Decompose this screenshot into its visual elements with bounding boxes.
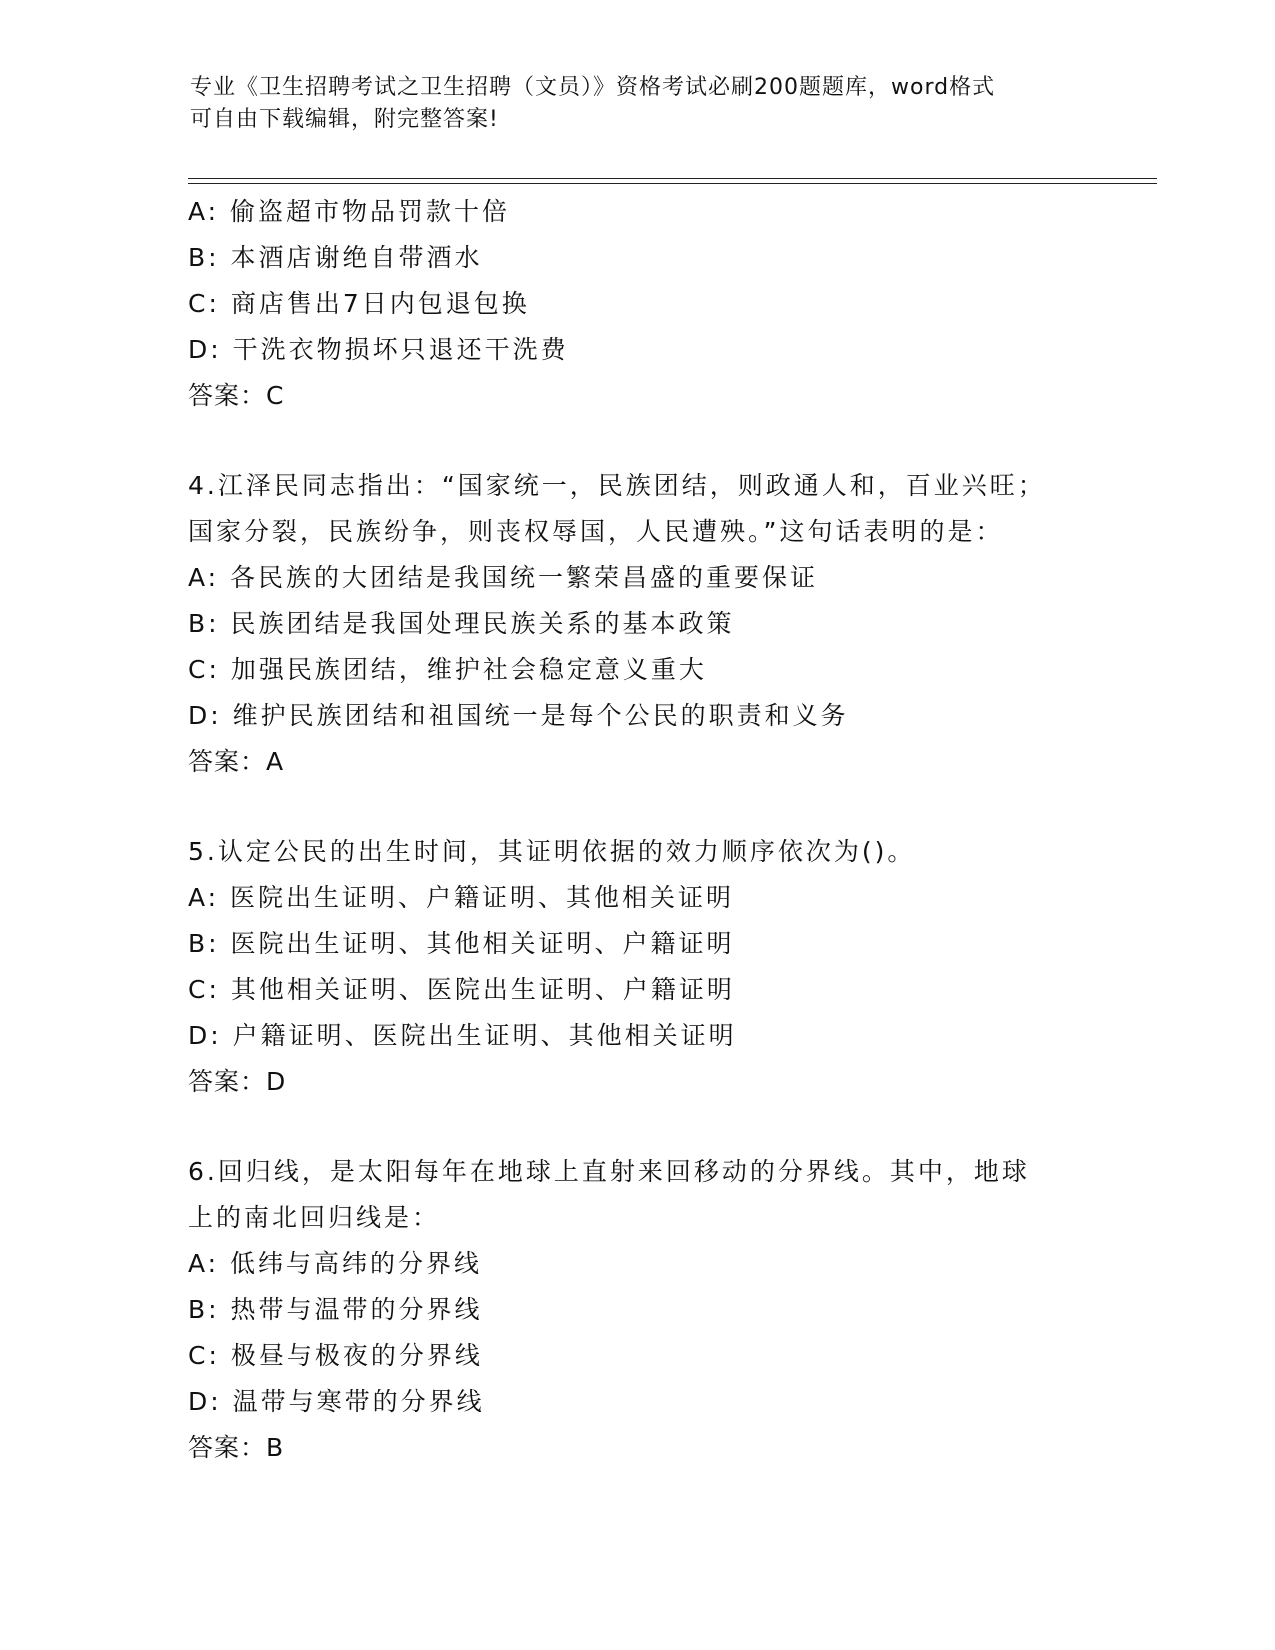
- header-divider-top: [188, 178, 1157, 179]
- question-stem-line: 5.认定公民的出生时间，其证明依据的效力顺序依次为()。: [188, 837, 916, 866]
- answer: 答案：C: [188, 381, 285, 410]
- option-b: B: 民族团结是我国处理民族关系的基本政策: [188, 609, 735, 638]
- option-a: A: 各民族的大团结是我国统一繁荣昌盛的重要保证: [188, 563, 819, 592]
- option-a: A: 低纬与高纬的分界线: [188, 1249, 483, 1278]
- answer: 答案：A: [188, 747, 285, 776]
- question-4: [188, 463, 1128, 785]
- option-d: D: 干洗衣物损坏只退还干洗费: [188, 335, 569, 364]
- option-c: C: 其他相关证明、医院出生证明、户籍证明: [188, 975, 735, 1004]
- option-d: D: 温带与寒带的分界线: [188, 1387, 485, 1416]
- question-list: [188, 189, 1128, 1471]
- question-stem-line: 6.回归线，是太阳每年在地球上直射来回移动的分界线。其中，地球: [188, 1157, 1030, 1186]
- option-c: C: 极昼与极夜的分界线: [188, 1341, 483, 1370]
- option-d: D: 户籍证明、医院出生证明、其他相关证明: [188, 1021, 737, 1050]
- header-line-2: 可自由下载编辑，附完整答案!: [190, 107, 499, 132]
- option-a: A: 医院出生证明、户籍证明、其他相关证明: [188, 883, 735, 912]
- option-c: C: 加强民族团结，维护社会稳定意义重大: [188, 655, 707, 684]
- option-d: D: 维护民族团结和祖国统一是每个公民的职责和义务: [188, 701, 849, 730]
- answer: 答案：B: [188, 1433, 285, 1462]
- spacer: [188, 1105, 1128, 1149]
- option-c: C: 商店售出7日内包退包换: [188, 289, 530, 318]
- question-stem-line: 上的南北回归线是：: [188, 1203, 441, 1232]
- question-5: [188, 829, 1128, 1105]
- header-line-1: 专业《卫生招聘考试之卫生招聘（文员）》资格考试必刷200题题库，word格式: [190, 75, 996, 100]
- spacer: [188, 419, 1128, 463]
- spacer: [188, 785, 1128, 829]
- option-a: A: 偷盗超市物品罚款十倍: [188, 197, 511, 226]
- question-6: [188, 1149, 1128, 1471]
- option-b: B: 本酒店谢绝自带酒水: [188, 243, 483, 272]
- document-header: [190, 72, 1090, 136]
- option-b: B: 医院出生证明、其他相关证明、户籍证明: [188, 929, 735, 958]
- question-3-partial: [188, 189, 1128, 419]
- header-divider-bottom: [188, 183, 1157, 184]
- option-b: B: 热带与温带的分界线: [188, 1295, 483, 1324]
- question-stem-line: 4.江泽民同志指出：“国家统一，民族团结，则政通人和，百业兴旺；: [188, 471, 1046, 500]
- answer: 答案：D: [188, 1067, 287, 1096]
- question-stem-line: 国家分裂，民族纷争，则丧权辱国，人民遭殃。”这句话表明的是：: [188, 517, 1004, 546]
